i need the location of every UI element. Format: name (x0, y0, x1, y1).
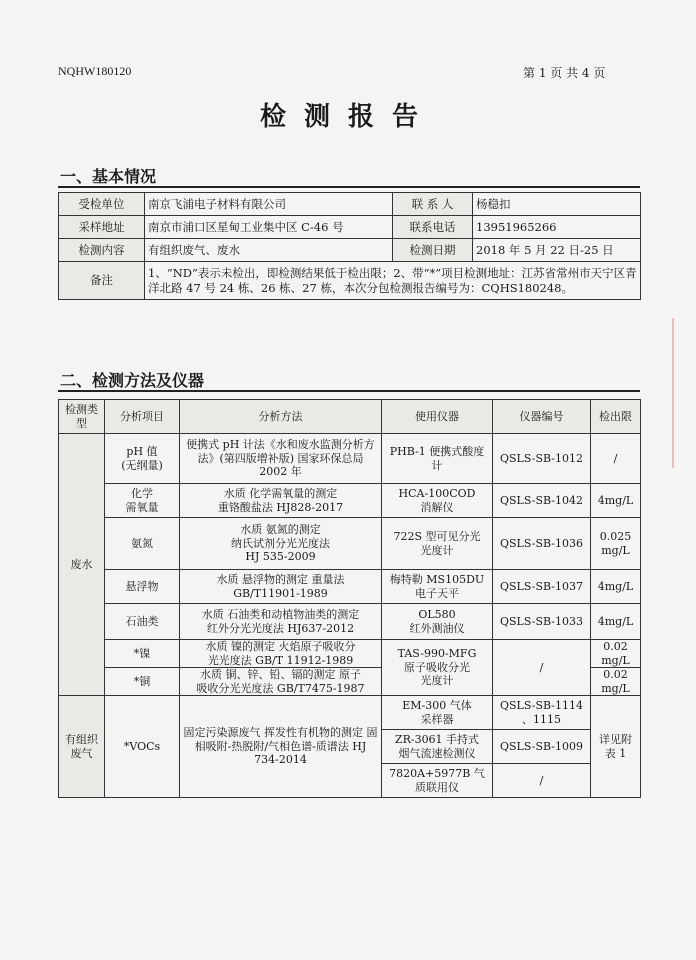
category-cell: 废水 (59, 434, 105, 696)
instrument-no-cell: QSLS-SB-1036 (493, 518, 591, 570)
table-row (59, 604, 641, 640)
instrument-no-cell: QSLS-SB-1042 (493, 484, 591, 518)
remark-text: 1、“ND”表示未检出，即检测结果低于检出限；2、带“*”项目检测地址：江苏省常州市天宁区青洋北路 47 号 24 栋、26 栋、27 栋，本次分包检测报告编号为：CQHS180248。 (145, 262, 641, 300)
instrument-no-cell: / (493, 640, 591, 696)
table-row (59, 262, 641, 300)
table-row (59, 696, 641, 730)
label-cell: 采样地址 (59, 216, 145, 239)
item-cell: 氨氮 (105, 518, 180, 570)
section-basic-rule (58, 186, 640, 188)
table-row (59, 484, 641, 518)
method-cell: 水质 镍的测定 火焰原子吸收分 光光度法 GB/T 11912-1989 (180, 640, 382, 668)
instrument-cell: 7820A+5977B 气 质联用仪 (382, 764, 493, 798)
method-cell: 便携式 pH 计法《水和废水监测分析方法》(第四版增补版) 国家环保总局 2002 年 (180, 434, 382, 484)
instrument-no-cell: QSLS-SB-1009 (493, 730, 591, 764)
limit-cell: / (591, 434, 641, 484)
instrument-cell: 722S 型可见分光 光度计 (382, 518, 493, 570)
method-cell: 水质 氨氮的测定 纳氏试剂分光光度法 HJ 535-2009 (180, 518, 382, 570)
section-methods-heading: 二、检测方法及仪器 (60, 371, 205, 390)
report-number: NQHW180120 (58, 64, 132, 78)
table-row (59, 239, 641, 262)
instrument-cell: OL580 红外测油仪 (382, 604, 493, 640)
value-cell: 南京飞浦电子材料有限公司 (145, 193, 393, 216)
item-cell: 悬浮物 (105, 570, 180, 604)
label-cell: 联系电话 (393, 216, 473, 239)
section-basic-heading: 一、基本情况 (60, 167, 157, 186)
limit-cell: 4mg/L (591, 570, 641, 604)
method-cell: 水质 石油类和动植物油类的测定 红外分光光度法 HJ637-2012 (180, 604, 382, 640)
table-row (59, 518, 641, 570)
instrument-cell: EM-300 气体 采样器 (382, 696, 493, 730)
instrument-cell: ZR-3061 手持式 烟气流速检测仪 (382, 730, 493, 764)
value-cell: 13951965266 (473, 216, 641, 239)
limit-cell: 4mg/L (591, 604, 641, 640)
table-header-row (59, 400, 641, 434)
limit-cell: 详见附 表 1 (591, 696, 641, 798)
instrument-no-cell: QSLS-SB-1012 (493, 434, 591, 484)
item-cell: *铜 (105, 668, 180, 696)
item-cell: 石油类 (105, 604, 180, 640)
col-header-instrument-no: 仪器编号 (493, 400, 591, 434)
instrument-no-cell: / (493, 764, 591, 798)
remark-label: 备注 (59, 262, 145, 300)
instrument-cell: HCA-100COD 消解仪 (382, 484, 493, 518)
methods-table (58, 399, 641, 798)
report-title: 检测报告 (259, 102, 436, 132)
table-row (59, 570, 641, 604)
basic-info-table (58, 192, 641, 300)
value-cell: 杨稳扣 (473, 193, 641, 216)
limit-cell: 0.02 mg/L (591, 640, 641, 668)
table-row (59, 216, 641, 239)
category-cell: 有组织 废气 (59, 696, 105, 798)
method-cell: 水质 悬浮物的测定 重量法 GB/T11901-1989 (180, 570, 382, 604)
value-cell: 南京市浦口区星甸工业集中区 C-46 号 (145, 216, 393, 239)
table-row (59, 640, 641, 668)
method-cell: 水质 化学需氧量的测定 重铬酸盐法 HJ828-2017 (180, 484, 382, 518)
col-header-limit: 检出限 (591, 400, 641, 434)
method-cell: 固定污染源废气 挥发性有机物的测定 固相吸附-热脱附/气相色谱-质谱法 HJ 734-2014 (180, 696, 382, 798)
page-indicator: 第 1 页 共 4 页 (523, 66, 606, 80)
col-header-category: 检测类型 (59, 400, 105, 434)
instrument-cell: TAS-990-MFG 原子吸收分光 光度计 (382, 640, 493, 696)
value-cell: 2018 年 5 月 22 日-25 日 (473, 239, 641, 262)
seal-edge-mark (672, 318, 696, 468)
item-cell: *镍 (105, 640, 180, 668)
method-cell: 水质 铜、锌、铅、镉的测定 原子 吸收分光光度法 GB/T7475-1987 (180, 668, 382, 696)
limit-cell: 0.02 mg/L (591, 668, 641, 696)
item-cell: *VOCs (105, 696, 180, 798)
instrument-no-cell: QSLS-SB-1114 、1115 (493, 696, 591, 730)
label-cell: 受检单位 (59, 193, 145, 216)
item-cell: pH 值 (无纲量) (105, 434, 180, 484)
instrument-no-cell: QSLS-SB-1033 (493, 604, 591, 640)
table-row (59, 434, 641, 484)
table-row (59, 193, 641, 216)
section-methods-rule (58, 390, 640, 392)
col-header-method: 分析方法 (180, 400, 382, 434)
label-cell: 检测内容 (59, 239, 145, 262)
instrument-no-cell: QSLS-SB-1037 (493, 570, 591, 604)
limit-cell: 0.025 mg/L (591, 518, 641, 570)
limit-cell: 4mg/L (591, 484, 641, 518)
item-cell: 化学 需氧量 (105, 484, 180, 518)
col-header-instrument: 使用仪器 (382, 400, 493, 434)
label-cell: 联 系 人 (393, 193, 473, 216)
label-cell: 检测日期 (393, 239, 473, 262)
col-header-item: 分析项目 (105, 400, 180, 434)
instrument-cell: 梅特勒 MS105DU 电子天平 (382, 570, 493, 604)
instrument-cell: PHB-1 便携式酸度计 (382, 434, 493, 484)
value-cell: 有组织废气、废水 (145, 239, 393, 262)
